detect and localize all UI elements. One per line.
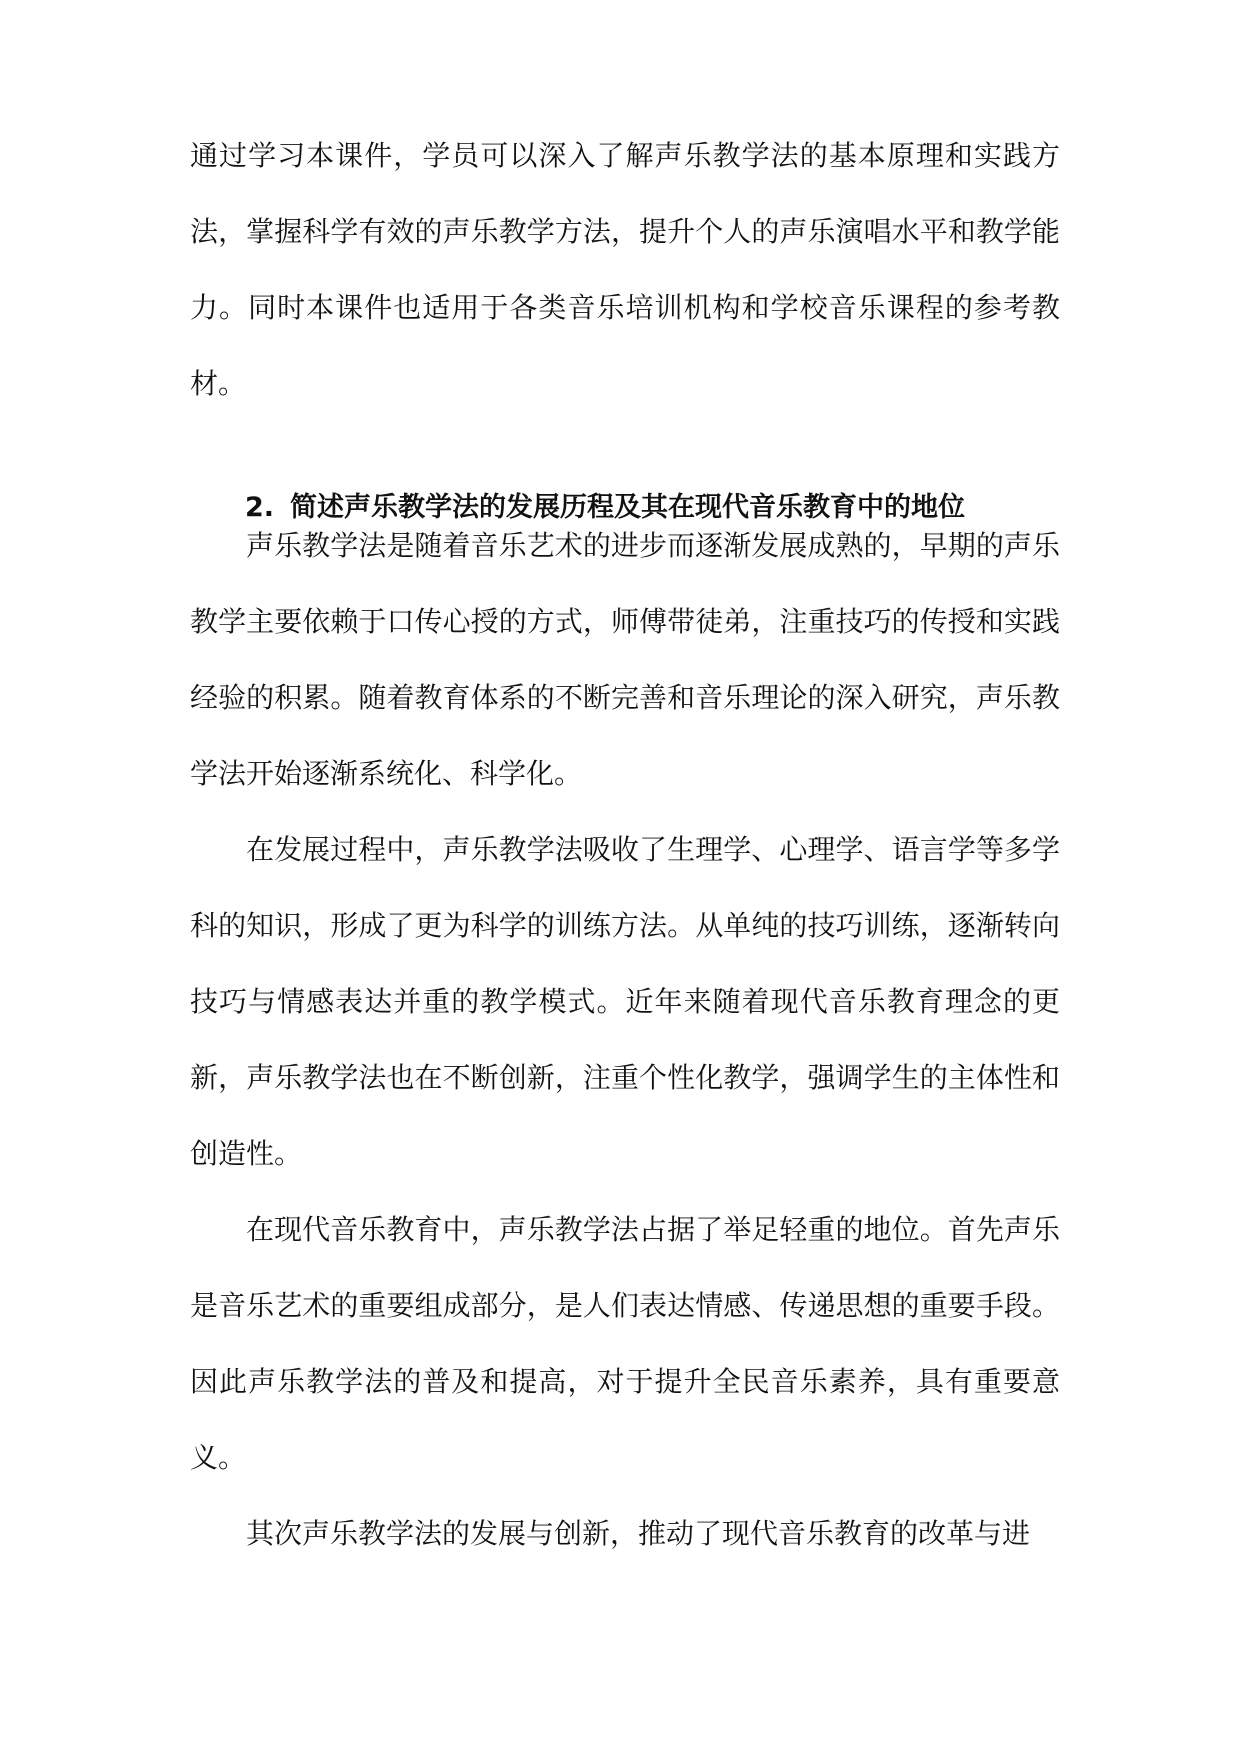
body-block (190, 508, 1060, 1572)
intro-block (190, 118, 1060, 422)
intro-paragraph: 通过学习本课件，学员可以深入了解声乐教学法的基本原理和实践方法，掌握科学有效的声乐教学方法，提升个人的声乐演唱水平和教学能力。同时本课件也适用于各类音乐培训机构和学校音乐课程的参考教材。 (190, 139, 1060, 400)
section-title: 简述声乐教学法的发展历程及其在现代音乐教育中的地位 (290, 492, 966, 523)
body-paragraph-1: 声乐教学法是随着音乐艺术的进步而逐渐发展成熟的，早期的声乐教学主要依赖于口传心授的方式，师傅带徒弟，注重技巧的传授和实践经验的积累。随着教育体系的不断完善和音乐理论的深入研究，声乐教学法开始逐渐系统化、科学化。 (190, 529, 1060, 790)
body-paragraph-3: 在现代音乐教育中，声乐教学法占据了举足轻重的地位。首先声乐是音乐艺术的重要组成部分，是人们表达情感、传递思想的重要手段。因此声乐教学法的普及和提高，对于提升全民音乐素养，具有重要意义。 (190, 1213, 1060, 1474)
body-paragraph-2: 在发展过程中，声乐教学法吸收了生理学、心理学、语言学等多学科的知识，形成了更为科学的训练方法。从单纯的技巧训练，逐渐转向技巧与情感表达并重的教学模式。近年来随着现代音乐教育理念的更新，声乐教学法也在不断创新，注重个性化教学，强调学生的主体性和创造性。 (190, 833, 1060, 1170)
body-paragraph-4: 其次声乐教学法的发展与创新，推动了现代音乐教育的改革与进 (246, 1517, 1031, 1550)
section-number: 2. (245, 492, 275, 523)
